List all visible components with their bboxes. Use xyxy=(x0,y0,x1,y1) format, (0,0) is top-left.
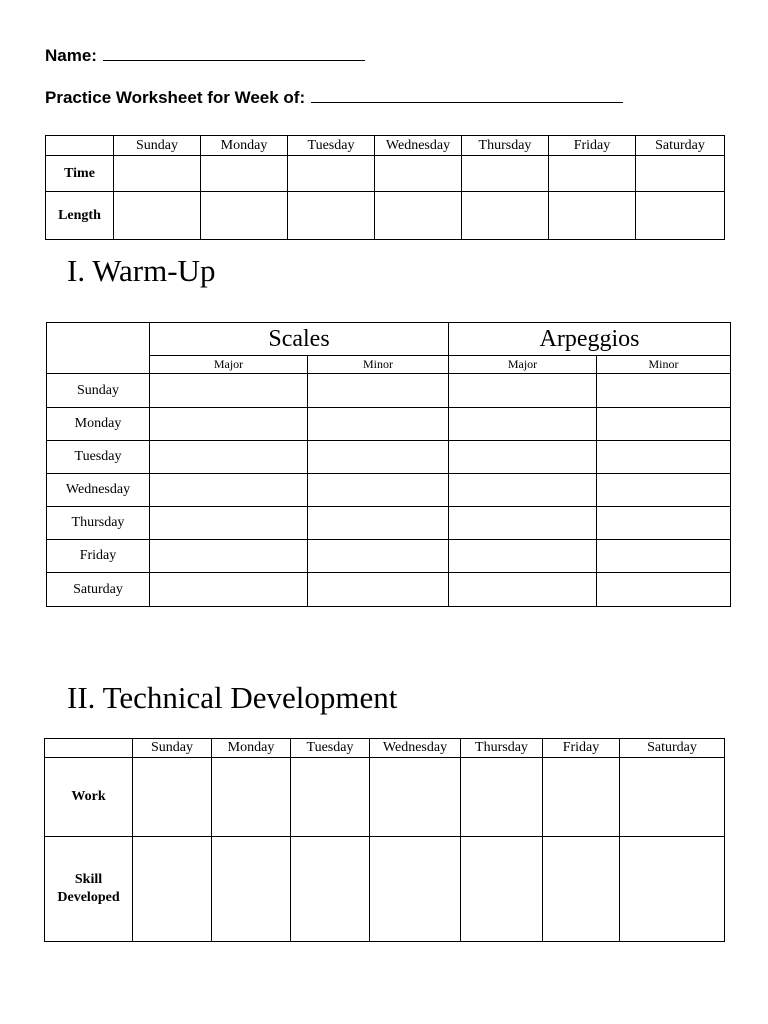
warmup-table xyxy=(46,322,731,607)
technical-cell[interactable] xyxy=(370,837,461,942)
schedule-day-header: Tuesday xyxy=(288,136,375,156)
schedule-cell[interactable] xyxy=(288,192,375,240)
technical-cell[interactable] xyxy=(133,837,212,942)
technical-day-header: Wednesday xyxy=(370,739,461,758)
warmup-row-wednesday xyxy=(47,474,731,507)
technical-table xyxy=(44,738,725,942)
technical-corner-cell xyxy=(45,739,133,758)
warmup-cell[interactable] xyxy=(308,573,449,607)
technical-cell[interactable] xyxy=(212,837,291,942)
warmup-day-label: Sunday xyxy=(47,374,150,408)
schedule-cell[interactable] xyxy=(462,156,549,192)
technical-cell[interactable] xyxy=(461,837,543,942)
technical-cell[interactable] xyxy=(370,758,461,837)
warmup-cell[interactable] xyxy=(597,441,731,474)
warmup-cell[interactable] xyxy=(597,540,731,573)
warmup-section-title: I. Warm-Up xyxy=(67,253,216,288)
schedule-cell[interactable] xyxy=(288,156,375,192)
warmup-corner-cell xyxy=(47,323,150,374)
name-blank-line[interactable] xyxy=(103,46,365,61)
warmup-cell[interactable] xyxy=(449,408,597,441)
warmup-cell[interactable] xyxy=(150,474,308,507)
warmup-cell[interactable] xyxy=(308,441,449,474)
warmup-cell[interactable] xyxy=(150,374,308,408)
row-label-skill-developed: Skill Developed xyxy=(45,837,133,942)
warmup-subheader-row xyxy=(47,356,731,374)
technical-row-skill xyxy=(45,837,725,942)
warmup-day-label: Monday xyxy=(47,408,150,441)
schedule-cell[interactable] xyxy=(201,192,288,240)
schedule-cell[interactable] xyxy=(114,192,201,240)
technical-cell[interactable] xyxy=(461,758,543,837)
warmup-cell[interactable] xyxy=(597,573,731,607)
scales-major-header: Major xyxy=(150,356,308,374)
warmup-day-label: Wednesday xyxy=(47,474,150,507)
week-label: Practice Worksheet for Week of: xyxy=(45,88,306,107)
arpeggios-header: Arpeggios xyxy=(449,323,731,356)
warmup-row-thursday xyxy=(47,507,731,540)
warmup-cell[interactable] xyxy=(597,507,731,540)
warmup-cell[interactable] xyxy=(449,474,597,507)
warmup-row-saturday xyxy=(47,573,731,607)
technical-day-header: Tuesday xyxy=(291,739,370,758)
week-blank-line[interactable] xyxy=(311,88,623,103)
warmup-cell[interactable] xyxy=(150,540,308,573)
schedule-cell[interactable] xyxy=(636,192,725,240)
warmup-cell[interactable] xyxy=(150,441,308,474)
schedule-cell[interactable] xyxy=(114,156,201,192)
schedule-cell[interactable] xyxy=(375,156,462,192)
warmup-cell[interactable] xyxy=(449,374,597,408)
warmup-cell[interactable] xyxy=(150,507,308,540)
scales-minor-header: Minor xyxy=(308,356,449,374)
schedule-row-time xyxy=(46,156,725,192)
row-label-time: Time xyxy=(46,156,114,192)
technical-row-work xyxy=(45,758,725,837)
schedule-day-header: Thursday xyxy=(462,136,549,156)
schedule-header-row xyxy=(46,136,725,156)
warmup-day-label: Friday xyxy=(47,540,150,573)
schedule-cell[interactable] xyxy=(201,156,288,192)
technical-cell[interactable] xyxy=(620,758,725,837)
warmup-cell[interactable] xyxy=(308,507,449,540)
row-label-length: Length xyxy=(46,192,114,240)
technical-cell[interactable] xyxy=(212,758,291,837)
schedule-row-length xyxy=(46,192,725,240)
technical-cell[interactable] xyxy=(133,758,212,837)
technical-day-header: Sunday xyxy=(133,739,212,758)
name-label: Name: xyxy=(45,46,97,65)
technical-day-header: Thursday xyxy=(461,739,543,758)
week-field xyxy=(45,88,623,108)
technical-day-header: Monday xyxy=(212,739,291,758)
schedule-day-header: Friday xyxy=(549,136,636,156)
schedule-day-header: Sunday xyxy=(114,136,201,156)
technical-cell[interactable] xyxy=(291,758,370,837)
warmup-cell[interactable] xyxy=(449,573,597,607)
warmup-cell[interactable] xyxy=(449,507,597,540)
warmup-day-label: Saturday xyxy=(47,573,150,607)
schedule-day-header: Saturday xyxy=(636,136,725,156)
warmup-cell[interactable] xyxy=(150,408,308,441)
technical-section-title: II. Technical Development xyxy=(67,680,398,715)
warmup-cell[interactable] xyxy=(597,474,731,507)
schedule-cell[interactable] xyxy=(549,156,636,192)
warmup-cell[interactable] xyxy=(449,540,597,573)
schedule-cell[interactable] xyxy=(636,156,725,192)
warmup-row-monday xyxy=(47,408,731,441)
scales-header: Scales xyxy=(150,323,449,356)
schedule-day-header: Monday xyxy=(201,136,288,156)
warmup-row-sunday xyxy=(47,374,731,408)
warmup-cell[interactable] xyxy=(308,374,449,408)
schedule-cell[interactable] xyxy=(549,192,636,240)
schedule-cell[interactable] xyxy=(375,192,462,240)
technical-cell[interactable] xyxy=(543,837,620,942)
technical-day-header: Saturday xyxy=(620,739,725,758)
schedule-cell[interactable] xyxy=(462,192,549,240)
schedule-day-header: Wednesday xyxy=(375,136,462,156)
warmup-row-tuesday xyxy=(47,441,731,474)
technical-cell[interactable] xyxy=(291,837,370,942)
warmup-cell[interactable] xyxy=(597,374,731,408)
schedule-table xyxy=(45,135,725,240)
warmup-cell[interactable] xyxy=(308,474,449,507)
warmup-group-header-row xyxy=(47,323,731,356)
warmup-day-label: Thursday xyxy=(47,507,150,540)
warmup-cell[interactable] xyxy=(150,573,308,607)
warmup-cell[interactable] xyxy=(449,441,597,474)
warmup-day-label: Tuesday xyxy=(47,441,150,474)
warmup-cell[interactable] xyxy=(308,408,449,441)
schedule-corner-cell xyxy=(46,136,114,156)
warmup-cell[interactable] xyxy=(597,408,731,441)
name-field xyxy=(45,46,365,66)
technical-day-header: Friday xyxy=(543,739,620,758)
row-label-work: Work xyxy=(45,758,133,837)
warmup-cell[interactable] xyxy=(308,540,449,573)
warmup-row-friday xyxy=(47,540,731,573)
technical-header-row xyxy=(45,739,725,758)
technical-cell[interactable] xyxy=(543,758,620,837)
technical-cell[interactable] xyxy=(620,837,725,942)
arpeggios-major-header: Major xyxy=(449,356,597,374)
arpeggios-minor-header: Minor xyxy=(597,356,731,374)
